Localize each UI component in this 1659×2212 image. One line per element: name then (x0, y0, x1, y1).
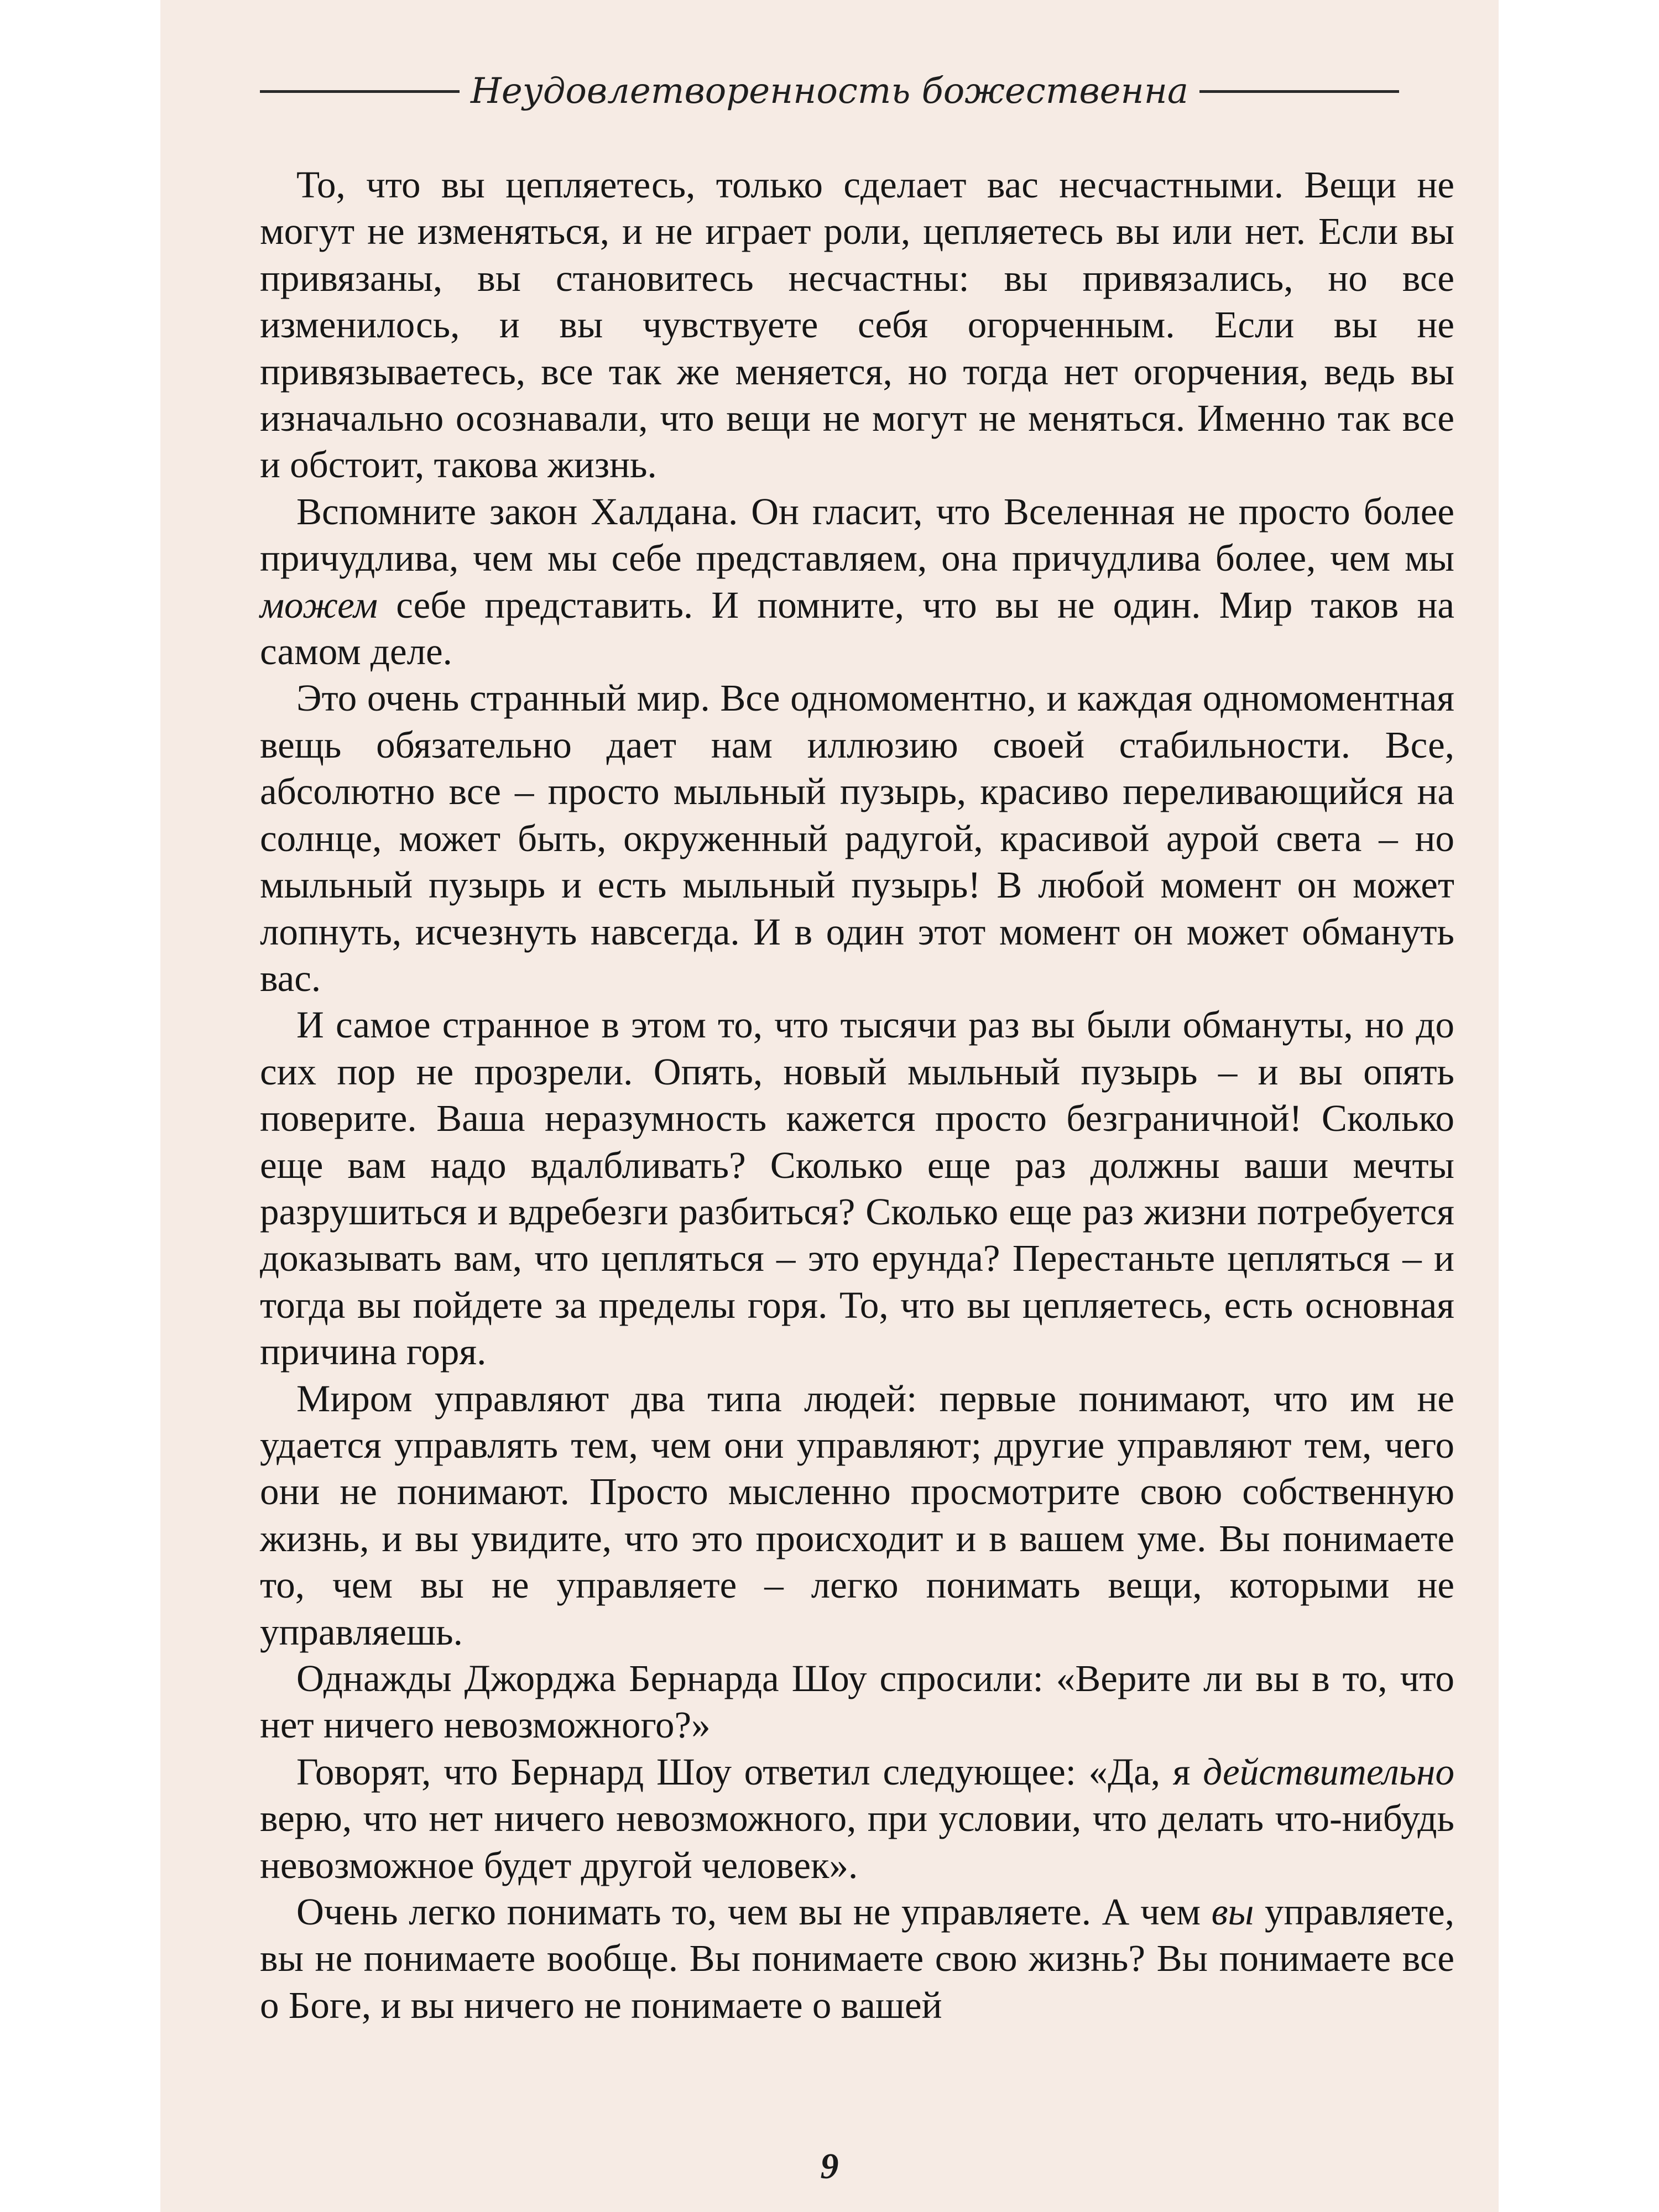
paragraph: Миром управляют два типа людей: первые понимают, что им не удается управлять тем, чем они управляют; другие управляют тем, чего они не понимают. Просто мысленно просмотрите свою собственную жизнь, и вы увидите, что это происходит и в вашем уме. Вы понимаете то, чем вы не управляете – легко понимать вещи, которыми не управляешь. (260, 1377, 1454, 1653)
header-rule-left (260, 90, 460, 93)
paragraph: И самое странное в этом то, что тысячи раз вы были обмануты, но до сих пор не прозрели. Опять, новый мыльный пузырь – и вы опять поверите. Ваша неразумность кажется просто безграничной! Сколько еще вам надо вдалбливать? Сколько еще раз должны ваши мечты разрушиться и вдребезги разбиться? Сколько еще раз жизни потребуется доказывать вам, что цепляться – это ерунда? Перестаньте цепляться – и тогда вы пойдете за пределы горя. То, что вы цепляетесь, есть основная причина горя. (260, 1004, 1454, 1373)
paragraph: Однажды Джорджа Бернарда Шоу спросили: «Верите ли вы в то, что нет ничего невозможного?» (260, 1657, 1454, 1746)
paragraph: Вспомните закон Халдана. Он гласит, что Вселенная не просто более причудлива, чем мы себе представляем, она причудлива более, чем мы можем себе представить. И помните, что вы не один. Мир таков на самом деле. (260, 490, 1454, 673)
paragraph: Говорят, что Бернард Шоу ответил следующее: «Да, я действительно верю, что нет ничего невозможного, при условии, что делать что-нибудь невозможное будет другой человек». (260, 1750, 1454, 1886)
paragraph: Это очень странный мир. Все одномоментно, и каждая одномоментная вещь обязательно дает нам иллюзию своей стабильности. Все, абсолютно все – просто мыльный пузырь, красиво переливающийся на солнце, может быть, окруженный радугой, красивой аурой света – но мыльный пузырь и есть мыльный пузырь! В любой момент он может лопнуть, исчезнуть навсегда. И в один этот момент он может обмануть вас. (260, 677, 1454, 999)
emphasis: вы (1211, 1891, 1254, 1933)
page-number: 9 (820, 2146, 839, 2187)
paragraph: То, что вы цепляетесь, только сделает вас несчастными. Вещи не могут не изменяться, и не играет роли, цепляетесь вы или нет. Если вы привязаны, вы становитесь несчастны: вы привязались, но все изменилось, и вы чувствуете себя огорченным. Если вы не привязываетесь, все так же меняется, но тогда нет огорчения, ведь вы изначально осознавали, что вещи не могут не меняться. Именно так все и обстоит, такова жизнь. (260, 164, 1454, 486)
paragraph: Очень легко понимать то, чем вы не управляете. А чем вы управляете, вы не понимаете вообще. Вы понимаете свою жизнь? Вы понимаете все о Боге, и вы ничего не понимаете о вашей (260, 1891, 1455, 2026)
body-text (260, 161, 1454, 2028)
running-header-title: Неудовлетворенность божественна (471, 71, 1188, 112)
book-page (160, 0, 1499, 2212)
emphasis: действительно (1203, 1750, 1454, 1793)
header-rule-right (1199, 90, 1399, 93)
running-header (260, 61, 1399, 122)
emphasis: можем (260, 583, 378, 626)
